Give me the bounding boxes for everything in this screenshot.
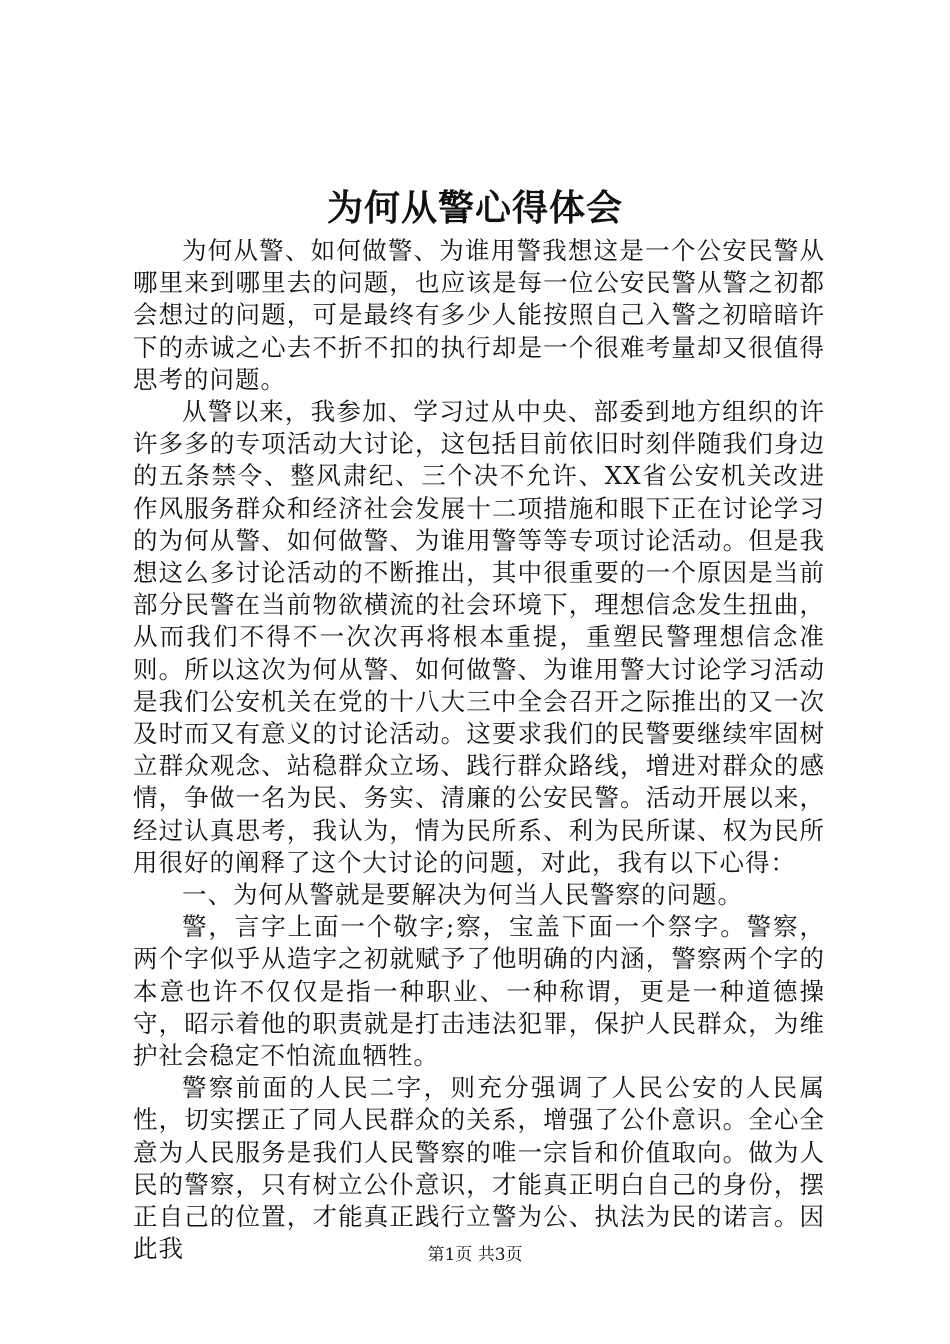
document-title: 为何从警心得体会 [326, 187, 623, 229]
page-footer: 第1页 共3页 [427, 1245, 523, 1265]
paragraph: 警察前面的人民二字，则充分强调了人民公安的人民属性，切实摆正了同人民群众的关系，增强了公仆意识。全心全意为人民服务是我们人民警察的唯一宗旨和价值取向。做为人民的警察，只有树立公仆意识，才能真正明白自己的身份，摆正自己的位置，才能真正践行立警为公、执法为民的诺言。因此我 [133, 1073, 825, 1264]
document-body [133, 235, 825, 1266]
paragraph: 警，言字上面一个敬字;察，宝盖下面一个祭字。警察，两个字似乎从造字之初就赋予了他明确的内涵，警察两个字的本意也许不仅仅是指一种职业、一种称谓，更是一种道德操守，昭示着他的职责就是打击违法犯罪，保护人民群众，为维护社会稳定不怕流血牺牲。 [133, 912, 825, 1071]
paragraph: 从警以来，我参加、学习过从中央、部委到地方组织的许许多多的专项活动大讨论，这包括目前依旧时刻伴随我们身边的五条禁令、整风肃纪、三个决不允许、XX省公安机关改进作风服务群众和经济社会发展十二项措施和眼下正在讨论学习的为何从警、如何做警、为谁用警等等专项讨论活动。但是我想这么多讨论活动的不断推出，其中很重要的一个原因是当前部分民警在当前物欲横流的社会环境下，理想信念发生扭曲，从而我们不得不一次次再将根本重提，重塑民警理想信念准则。所以这次为何从警、如何做警、为谁用警大讨论学习活动是我们公安机关在党的十八大三中全会召开之际推出的又一次及时而又有意义的讨论活动。这要求我们的民警要继续牢固树立群众观念、站稳群众立场、践行群众路线，增进对群众的感情，争做一名为民、务实、清廉的公安民警。活动开展以来，经过认真思考，我认为，情为民所系、利为民所谋、权为民所用很好的阐释了这个大讨论的问题，对此，我有以下心得： [133, 397, 825, 877]
section-heading: 一、为何从警就是要解决为何当人民警察的问题。 [182, 880, 743, 910]
paragraph: 为何从警、如何做警、为谁用警我想这是一个公安民警从哪里来到哪里去的问题，也应该是每一位公安民警从警之初都会想过的问题，可是最终有多少人能按照自己入警之初暗暗许下的赤诚之心去不折不扣的执行却是一个很难考量却又很值得思考的问题。 [133, 236, 825, 394]
